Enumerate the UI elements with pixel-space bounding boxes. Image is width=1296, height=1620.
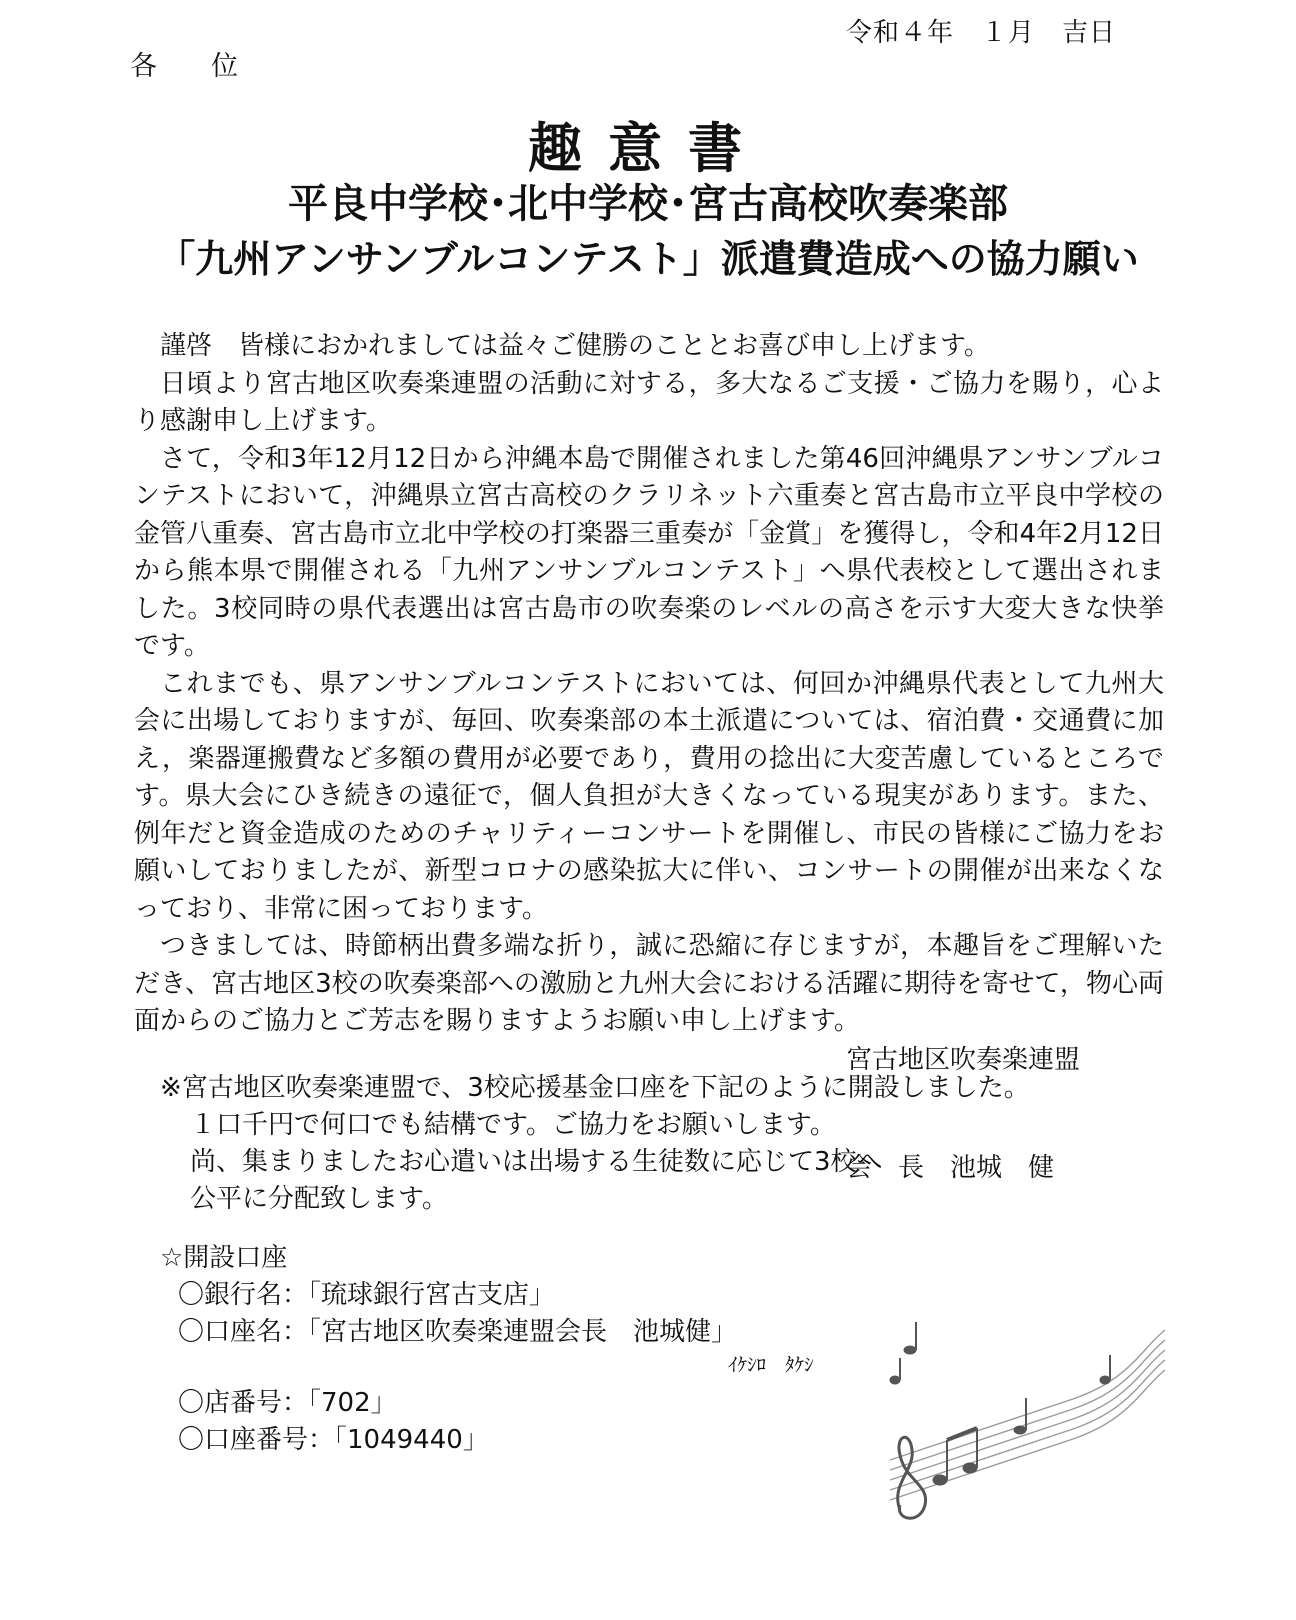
account-spacer	[160, 1351, 737, 1385]
account-bank: 〇銀行名：「琉球銀行宮古支店」	[178, 1280, 556, 1310]
document-title: 趣意書	[528, 117, 768, 180]
notice-line: 尚、集まりましたお心遣いは出場する生徒数に応じて3校へ	[190, 1147, 883, 1177]
signature-org: 宮古地区吹奏楽連盟	[846, 1045, 1081, 1075]
account-holder-kana: ｲｹｼﾛ ﾀｹｼ	[728, 1354, 814, 1376]
account-info	[160, 1240, 737, 1459]
body-paragraph: 謹啓 皆様におかれましては益々ご健勝のこととお喜び申し上げます。	[160, 331, 990, 361]
account-number: 〇口座番号：「1049440」	[178, 1425, 489, 1455]
body-paragraph: さて，令和3年12月12日から沖縄本島で開催されました第46回沖縄県アンサンブルコンテストにおいて，沖縄県立宮古高校のクラリネット六重奏と宮古島市立平良中学校の金管八重奏、宮古島市立北中学校の打楽器三重奏が「金賞」を獲得し，令和4年2月12日から熊本県で開催される「九州アンサンブルコンテスト」へ県代表校として選出されました。3校同時の県代表選出は宮古島市の吹奏楽のレベルの高さを示す大変大きな快挙です。	[134, 443, 1164, 661]
notice-line: １口千円で何口でも結構です。ご協力をお願いします。	[190, 1110, 836, 1140]
account-branch: 〇店番号：「702」	[178, 1388, 397, 1418]
issue-date: 令和４年 １月 吉日	[846, 18, 1117, 48]
account-holder: 〇口座名：「宮古地区吹奏楽連盟会長 池城健」	[178, 1317, 738, 1347]
addressee: 各 位	[130, 51, 238, 82]
body-paragraph: つきましては、時節柄出費多端な折り，誠に恐縮に存じますが，本趣旨をご理解いただき、宮古地区3校の吹奏楽部への激励と九州大会における活躍に期待を寄せて，物心両面からのご協力とご芳志を賜りますようお願い申し上げます。	[134, 931, 1164, 1036]
account-heading: ☆開設口座	[160, 1243, 288, 1273]
body-text	[134, 328, 1164, 1041]
fund-notice	[160, 1070, 1030, 1218]
body-paragraph: これまでも、県アンサンブルコンテストにおいては、何回か沖縄県代表として九州大会に出場しておりますが、毎回、吹奏楽部の本土派遣については、宿泊費・交通費に加え，楽器運搬費など多額の費用が必要であり，費用の捻出に大変苦慮しているところです。県大会にひき続きの遠征で，個人負担が大きくなっている現実があります。また、例年だと資金造成のためのチャリティーコンサートを開催し、市民の皆様にご協力をお願いしておりましたが、新型コロナの感染拡大に伴い、コンサートの開催が出来なくなっており、非常に困っております。	[134, 668, 1164, 924]
document-subtitle-request: 「九州アンサンブルコンテスト」派遣費造成への協力願い	[157, 237, 1139, 281]
music-notes-illustration	[870, 1310, 1170, 1540]
document-subtitle-schools: 平良中学校･北中学校･宮古高校吹奏楽部	[288, 181, 1008, 227]
notice-line: ※宮古地区吹奏楽連盟で、3校応援基金口座を下記のように開設しました。	[160, 1073, 1030, 1103]
signature-name: 会 長 池城 健	[846, 1153, 1055, 1183]
notice-line: 公平に分配致します。	[190, 1184, 448, 1214]
body-paragraph: 日頃より宮古地区吹奏楽連盟の活動に対する，多大なるご支援・ご協力を賜り，心より感謝申し上げます。	[134, 368, 1164, 436]
